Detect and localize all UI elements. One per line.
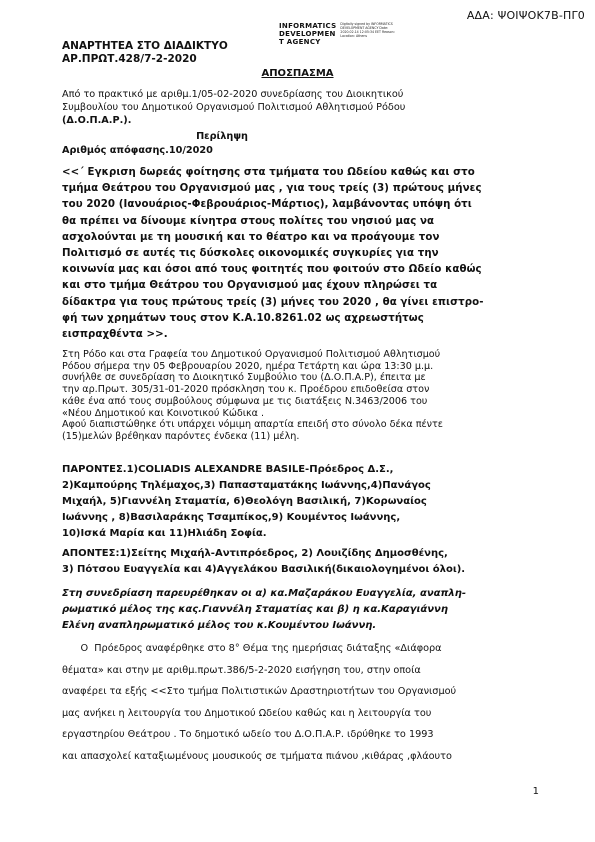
- stamp-line: INFORMATICS: [279, 22, 337, 30]
- summary-line: εισπραχθέντα >>.: [62, 329, 168, 341]
- meeting-line: «Νέου Δημοτικού και Κοινοτικού Κώδικα .: [62, 407, 265, 419]
- body-paragraph: [62, 638, 532, 768]
- intro-paragraph: [62, 88, 532, 128]
- document-title: ΑΠΟΣΠΑΣΜΑ: [261, 68, 334, 79]
- stamp-line: T AGENCY: [279, 38, 321, 46]
- summary-line: κοινωνία μας και όσοι από τους φοιτητές που φοιτούν στο Ωδείο καθώς: [62, 264, 482, 276]
- summary-line: θα πρέπει να δίνουμε κίνητρα στους πολίτες του νησιού μας να: [62, 215, 435, 227]
- body-line: εργαστηρίου Θεάτρου . Το δημοτικό ωδείο του Δ.Ο.Π.Α.Ρ. ιδρύθηκε το 1993: [62, 729, 434, 741]
- intro-line: Από το πρακτικό με αριθμ.1/05-02-2020 συνεδρίασης του Διοικητικού: [62, 89, 404, 100]
- meeting-paragraph: [62, 349, 532, 443]
- attendance-note: [62, 586, 532, 634]
- absent-line: 3) Πότσου Ευαγγελία και 4)Αγγελάκου Βασιλική(δικαιολογημένοι όλοι).: [62, 564, 466, 575]
- page-number: 1: [532, 786, 539, 797]
- intro-line: (Δ.Ο.Π.Α.Ρ.).: [62, 115, 132, 127]
- absent-line: ΑΠΟΝΤΕΣ:1)Σείτης Μιχαήλ-Αντιπρόεδρος, 2) Λουιζίδης Δημοσθένης,: [62, 548, 448, 559]
- attendance-line: Ελένη αναπληρωματικό μέλος του κ.Κουμέντου Ιωάννη.: [62, 620, 377, 631]
- summary-text: [62, 165, 532, 343]
- meeting-line: (15)μελών βρέθηκαν παρόντες ένδεκα (11) μέλη.: [62, 430, 300, 442]
- summary-line: δίδακτρα για τους πρώτους τρείς (3) μήνες του 2020 , θα γίνει επιστρο-: [62, 296, 484, 308]
- summary-heading: Περίληψη: [196, 131, 248, 142]
- intro-line: Συμβουλίου του Δημοτικού Οργανισμού Πολιτισμού Αθλητισμού Ρόδου: [62, 102, 406, 114]
- meeting-line: την αρ.Πρωτ. 305/31-01-2020 πρόσκληση του κ. Προέδρου επιδοθείσα στον: [62, 384, 430, 396]
- present-line: Ιωάννης , 8)Βασιλαράκης Τσαμπίκος,9) Κουμέντος Ιωάννης,: [62, 512, 401, 523]
- attendance-line: Στη συνεδρίαση παρευρέθηκαν οι α) κα.Μαζαράκου Ευαγγελία, αναπλη-: [62, 588, 467, 599]
- stamp-details: Digitally signed by INFORMATICS DEVELOPMENT AGENCY Date: 2020.02.14 12:05:34 EET Reason: Location: Athens: [340, 22, 395, 38]
- present-line: ΠΑΡΟΝΤΕΣ.1)COLIADIS ALEXANDRE BASILE-Πρόεδρος Δ.Σ.,: [62, 464, 394, 475]
- summary-line: ασχολούνται με τη μουσική και το θέατρο και να προάγουμε τον: [62, 231, 440, 243]
- present-line: 10)Ισκά Μαρία και 11)Ηλιάδη Σοφία.: [62, 528, 267, 539]
- body-line: Ο Πρόεδρος αναφέρθηκε στο 8° Θέμα της ημερήσιας διάταξης «Διάφορα: [62, 643, 442, 654]
- summary-line: και στο τμήμα Θεάτρου του Οργανισμού μας έχουν πληρώσει τα: [62, 280, 438, 292]
- summary-line: τμήμα Θεάτρου του Οργανισμού μας , για τους τρείς (3) πρώτους μήνες: [62, 183, 482, 195]
- stamp-line: DEVELOPMEN: [279, 30, 336, 38]
- body-line: θέματα» και στην με αριθμ.πρωτ.386/5-2-2020 εισήγηση του, στην οποία: [62, 664, 421, 676]
- document-header: [62, 40, 228, 66]
- body-line: και απασχολεί καταξιωμένους μουσικούς σε τμήματα πιάνου ,κιθάρας ,φλάουτο: [62, 750, 452, 762]
- present-members: [62, 462, 532, 542]
- stamp-signer: [279, 22, 336, 46]
- meeting-line: Στη Ρόδο και στα Γραφεία του Δημοτικού Οργανισμού Πολιτισμού Αθλητισμού: [62, 349, 441, 360]
- decision-number: Αριθμός απόφασης.10/2020: [62, 145, 213, 156]
- present-line: 2)Καμπούρης Τηλέμαχος,3) Παπασταματάκης Ιωάννης,4)Πανάγος: [62, 480, 431, 491]
- body-line: μας ανήκει η λειτουργία του Δημοτικού Ωδείου καθώς και η λειτουργία του: [62, 707, 432, 719]
- meeting-line: Αφού διαπιστώθηκε ότι υπάρχει νόμιμη απαρτία επειδή στο σύνολο δέκα πέντε: [62, 419, 443, 431]
- summary-line: φή των χρημάτων τους στον Κ.Α.10.8261.02 ως αχρεωστήτως: [62, 312, 424, 324]
- ada-code: ΑΔΑ: ΨΟΙΨΟΚ7Β-ΠΓ0: [466, 9, 585, 22]
- absent-members: [62, 546, 532, 578]
- body-line: αναφέρει τα εξής <<Στο τμήμα Πολιτιστικών Δραστηριοτήτων του Οργανισμού: [62, 686, 457, 698]
- summary-line: <<΄ Εγκριση δωρεάς φοίτησης στα τμήματα του Ωδείου καθώς και στο: [62, 167, 475, 178]
- meeting-line: συνήλθε σε συνεδρίαση το Διοικητικό Συμβούλιο του (Δ.Ο.Π.Α.Ρ), έπειτα με: [62, 372, 426, 384]
- attendance-line: ρωματικό μέλος της κας.Γιαννέλη Σταματίας και β) η κα.Καραγιάννη: [62, 604, 448, 615]
- meeting-line: Ρόδου σήμερα την 05 Φεβρουαρίου 2020, ημέρα Τετάρτη και ώρα 13:30 μ.μ.: [62, 360, 434, 372]
- meeting-line: κάθε ένα από τους συμβούλους σύμφωνα με τις διατάξεις Ν.3463/2006 του: [62, 395, 428, 407]
- summary-line: Πολιτισμό σε αυτές τις δύσκολες οικονομικές συγκυρίες για την: [62, 248, 439, 260]
- posting-notice: ΑΝΑΡΤΗΤΕΑ ΣΤΟ ΔΙΑΔΙΚΤΥΟ: [62, 40, 228, 52]
- digital-signature-stamp: [279, 22, 400, 46]
- present-line: Μιχαήλ, 5)Γιαννέλη Σταματία, 6)Θεολόγη Βασιλική, 7)Κορωναίος: [62, 496, 427, 507]
- protocol-number: ΑΡ.ΠΡΩΤ.428/7-2-2020: [62, 53, 197, 65]
- summary-line: του 2020 (Ιανουάριος-Φεβρουάριος-Μάρτιος), λαμβάνοντας υπόψη ότι: [62, 199, 472, 211]
